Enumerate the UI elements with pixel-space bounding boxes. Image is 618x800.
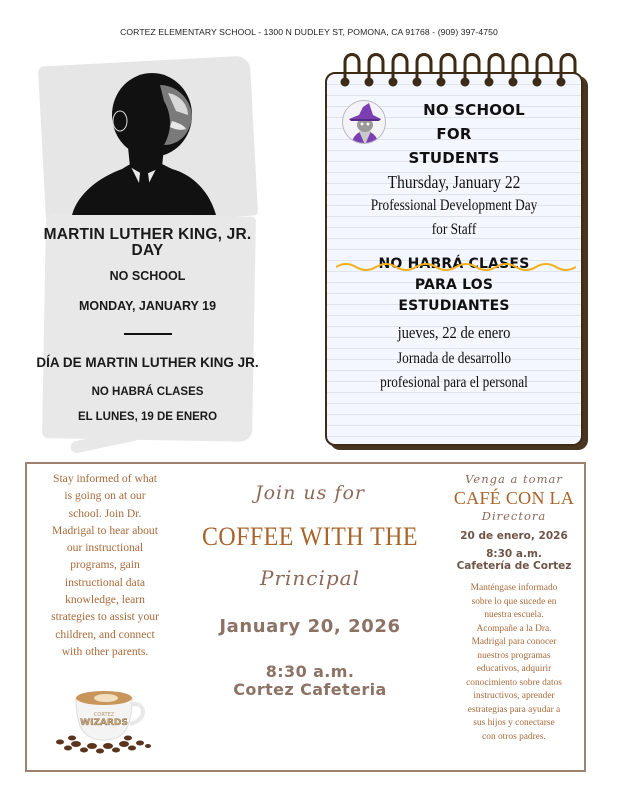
- principal-text: Principal: [259, 566, 360, 590]
- intro-line: children, and connect: [55, 627, 155, 641]
- intro-es-line: conocimiento sobre datos: [466, 677, 562, 688]
- mlk-es-title: DÍA DE MARTIN LUTHER KING JR.: [36, 355, 259, 370]
- reason-en: Professional Development Day: [370, 197, 538, 214]
- mlk-day-panel: [20, 55, 305, 455]
- school-header: CORTEZ ELEMENTARY SCHOOL - 1300 N DUDLEY ST, POMONA, CA 91768 - (909) 397-4750: [120, 27, 498, 37]
- mlk-date: MONDAY, JANUARY 19: [78, 299, 217, 313]
- intro-line: school. Join Dr.: [68, 506, 142, 520]
- intro-en: [30, 470, 180, 660]
- intro-es-line: nuestra escuela.: [484, 610, 544, 620]
- no-school-heading: NO SCHOOL: [423, 101, 525, 119]
- intro-es-line: nuestros programas: [477, 650, 551, 661]
- join-us-text: Join us for: [255, 482, 365, 504]
- intro-line: knowledge, learn: [65, 593, 145, 607]
- event-location: Cortez Cafeteria: [233, 680, 387, 699]
- mlk-no-school: NO SCHOOL: [109, 269, 186, 283]
- intro-line: Stay informed of what: [53, 472, 157, 485]
- intro-line: our instructional: [66, 541, 144, 555]
- svg-text:WIZARDS: WIZARDS: [80, 718, 128, 728]
- intro-line: with other parents.: [61, 644, 149, 658]
- divider: [124, 333, 172, 335]
- reason-es: Jornada de desarrollo: [396, 350, 512, 367]
- no-classes-heading: ESTUDIANTES: [398, 298, 510, 314]
- notebook-content: [325, 98, 583, 395]
- intro-es-line: sus hijos y conectarse: [473, 718, 555, 728]
- intro-es-line: con otros padres.: [482, 731, 546, 742]
- venga-text: Venga a tomar: [465, 472, 563, 486]
- intro-line: programs, gain: [70, 558, 140, 572]
- no-school-heading: FOR: [436, 125, 472, 143]
- reason-en: for Staff: [431, 221, 477, 238]
- mlk-es-no-classes: NO HABRÁ CLASES: [91, 386, 204, 398]
- spiral-rings-icon: [340, 52, 590, 92]
- event-date: January 20, 2026: [219, 616, 401, 637]
- intro-es-line: Madrigal para conocer: [471, 637, 557, 647]
- date-es: jueves, 22 de enero: [397, 323, 511, 342]
- mlk-title: MARTIN LUTHER KING, JR.: [43, 226, 252, 243]
- intro-es: [444, 582, 584, 744]
- coffee-spanish-info: [444, 470, 584, 744]
- coffee-main-info: [185, 478, 435, 699]
- mlk-portrait-icon: [60, 65, 230, 217]
- wavy-divider: [336, 261, 576, 273]
- no-classes-heading: PARA LOS: [414, 277, 494, 293]
- intro-es-line: sobre lo que sucede en: [471, 596, 557, 607]
- intro-es-line: educativos, adquirir: [476, 664, 552, 674]
- event-date-es: 20 de enero, 2026: [460, 530, 568, 542]
- intro-es-line: estrategias para ayudar a: [467, 704, 561, 715]
- mlk-title-line2: DAY: [131, 242, 164, 259]
- intro-line: strategies to assist your: [51, 610, 159, 624]
- no-school-heading: STUDENTS: [408, 149, 500, 167]
- intro-es-line: instructivos, aprender: [473, 691, 555, 701]
- reason-es: profesional para el personal: [380, 374, 528, 391]
- intro-line: instructional data: [64, 575, 146, 589]
- coffee-cup-icon: [48, 688, 158, 756]
- intro-es-line: Manténgase informado: [470, 583, 558, 593]
- intro-line: is going on at our: [64, 489, 146, 503]
- event-time-es: 8:30 a.m.: [486, 548, 542, 560]
- intro-line: Madrigal to hear about: [52, 523, 158, 537]
- svg-text:CORTEZ: CORTEZ: [93, 712, 115, 718]
- event-time: 8:30 a.m.: [265, 662, 355, 681]
- event-location-es: Cafetería de Cortez: [456, 560, 572, 572]
- coffee-title: COFFEE WITH THE: [202, 522, 418, 551]
- directora-text: Directora: [481, 509, 547, 523]
- no-classes-heading: NO HABRÁ CLASES: [378, 256, 530, 272]
- date-en: Thursday, January 22: [387, 172, 521, 192]
- intro-es-line: Acompañe a la Dra.: [476, 623, 552, 634]
- mlk-es-date: EL LUNES, 19 DE ENERO: [77, 411, 218, 423]
- cafe-title: CAFÉ CON LA: [453, 488, 575, 508]
